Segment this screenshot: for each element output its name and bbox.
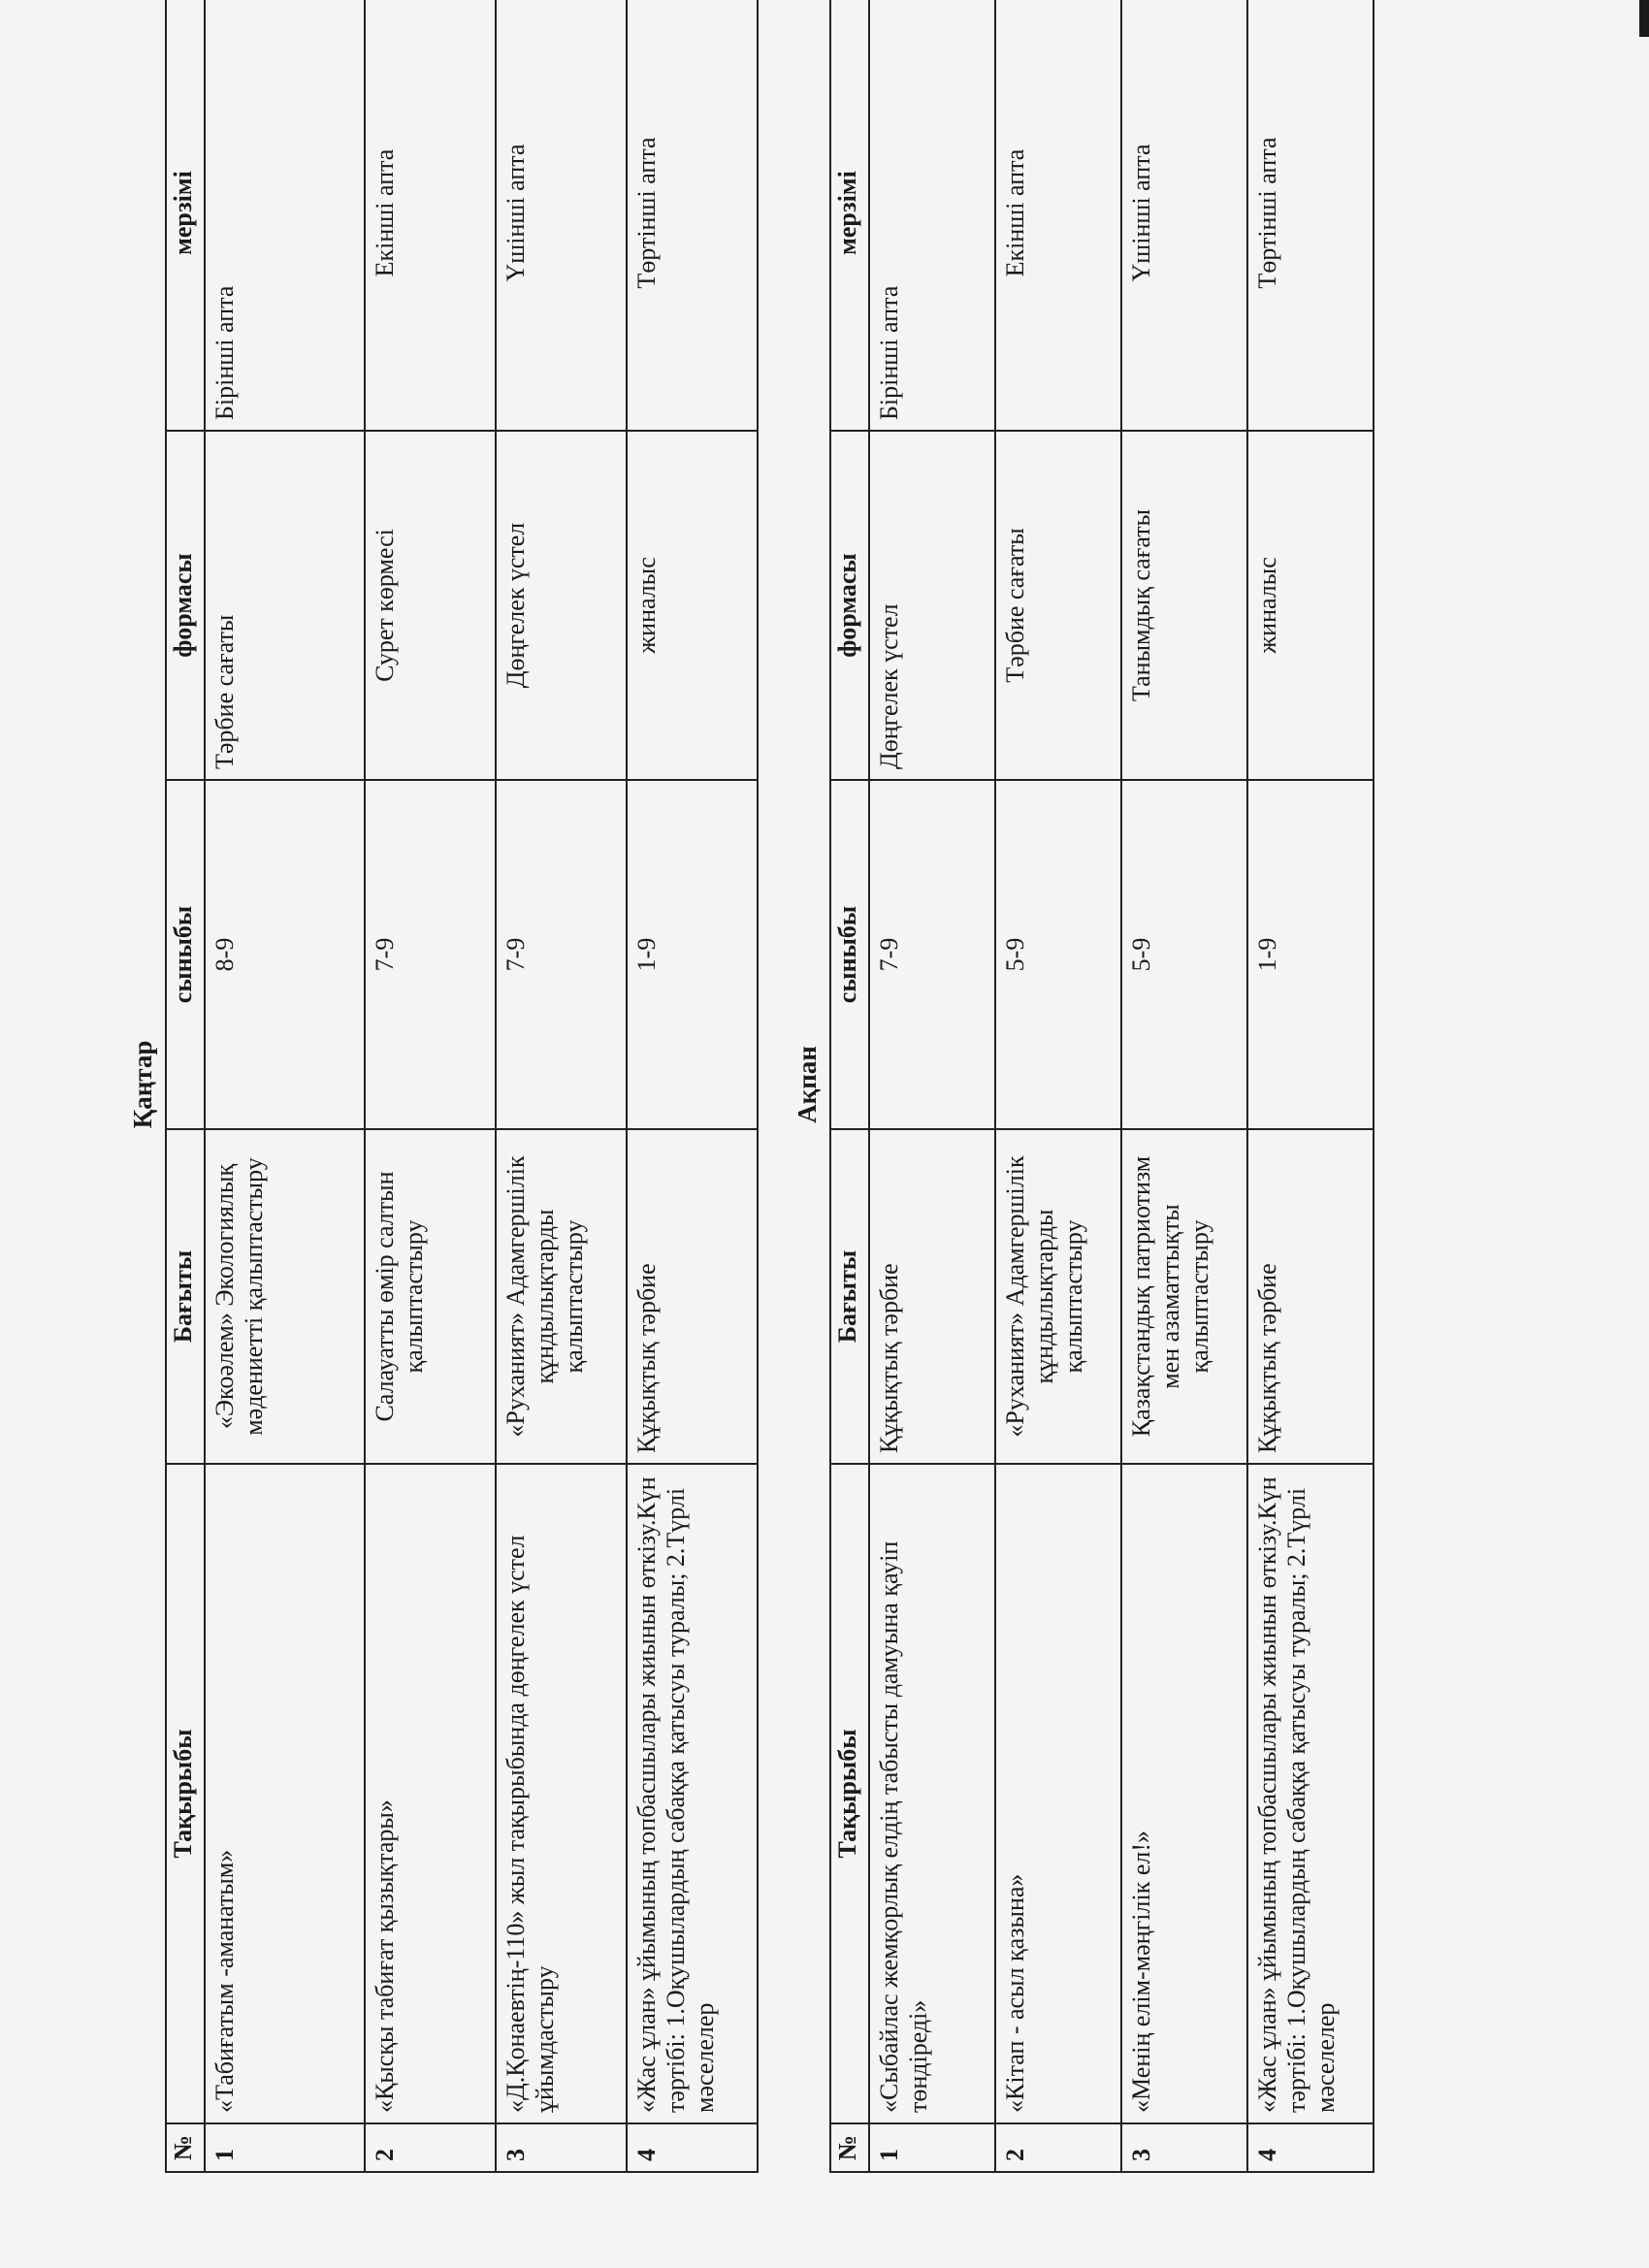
- month-title-february: Ақпан: [792, 1046, 822, 1123]
- header-num: №: [166, 2123, 205, 2172]
- header-direction: Бағыты: [166, 1129, 205, 1464]
- cell-direction: «Руханият» Адамгершілік құндылықтарды қалыптастыру: [496, 1129, 627, 1464]
- cell-num: 1: [205, 2123, 365, 2172]
- cell-term: Үшінші апта: [496, 0, 627, 431]
- cell-form: Дөңгелек үстел: [869, 431, 995, 780]
- table-row: [205, 0, 365, 2172]
- table-header-row: [166, 0, 205, 2172]
- cell-direction: Салауатты өмір салтын қалыптастыру: [365, 1129, 496, 1464]
- cell-form: Сурет көрмесі: [365, 431, 496, 780]
- cell-grade: 1-9: [1247, 780, 1374, 1129]
- cell-grade: 7-9: [869, 780, 995, 1129]
- cell-topic: «Табиғатым -аманатым»: [205, 1464, 365, 2123]
- table-row: [1121, 0, 1247, 2172]
- header-grade: сыныбы: [830, 780, 869, 1129]
- scan-edge-mark: [1639, 0, 1649, 37]
- cell-topic: «Менің елім-мәңгілік ел!»: [1121, 1464, 1247, 2123]
- cell-form: Дөңгелек үстел: [496, 431, 627, 780]
- cell-term: Төртінші апта: [627, 0, 758, 431]
- cell-grade: 7-9: [365, 780, 496, 1129]
- month-title-january: Қаңтар: [128, 1040, 157, 1129]
- cell-topic: «Сыбайлас жемқорлық елдің табысты дамуына қауіп төндіреді»: [869, 1464, 995, 2123]
- header-topic: Тақырыбы: [830, 1464, 869, 2123]
- header-topic: Тақырыбы: [166, 1464, 205, 2123]
- february-section: [791, 0, 1363, 2173]
- january-section: [126, 0, 719, 2173]
- cell-grade: 8-9: [205, 780, 365, 1129]
- cell-term: Екінші апта: [365, 0, 496, 431]
- cell-term: Үшінші апта: [1121, 0, 1247, 431]
- cell-num: 4: [627, 2123, 758, 2172]
- cell-num: 1: [869, 2123, 995, 2172]
- header-grade: сыныбы: [166, 780, 205, 1129]
- cell-direction: «Руханият» Адамгершілік құндылықтарды қалыптастыру: [995, 1129, 1121, 1464]
- february-plan-table: [829, 0, 1374, 2173]
- cell-direction: Құқықтық тәрбие: [869, 1129, 995, 1464]
- table-row: [995, 0, 1121, 2172]
- cell-topic: «Жас ұлан» ұйымының топбасшылары жиынын өткізу.Күн тәртібі: 1.Оқушылардың сабаққа қатысуы туралы; 2.Түрлі мәселелер: [1247, 1464, 1374, 2123]
- cell-grade: 5-9: [1121, 780, 1247, 1129]
- cell-num: 2: [995, 2123, 1121, 2172]
- cell-num: 3: [496, 2123, 627, 2172]
- table-row: [365, 0, 496, 2172]
- cell-num: 4: [1247, 2123, 1374, 2172]
- header-direction: Бағыты: [830, 1129, 869, 1464]
- header-term: мерзімі: [830, 0, 869, 431]
- header-num: №: [830, 2123, 869, 2172]
- cell-direction: «Экоәлем» Экологиялық мәдениетті қалыптастыру: [205, 1129, 365, 1464]
- cell-direction: Құқықтық тәрбие: [627, 1129, 758, 1464]
- header-term: мерзімі: [166, 0, 205, 431]
- january-plan-table: [165, 0, 759, 2173]
- cell-topic: «Кітап - асыл қазына»: [995, 1464, 1121, 2123]
- table-row: [627, 0, 758, 2172]
- cell-grade: 1-9: [627, 780, 758, 1129]
- header-form: формасы: [830, 431, 869, 780]
- cell-direction: Қазақстандық патриотизм мен азаматтықты қалыптастыру: [1121, 1129, 1247, 1464]
- cell-form: Тәрбие сағаты: [995, 431, 1121, 780]
- cell-term: Екінші апта: [995, 0, 1121, 431]
- header-form: формасы: [166, 431, 205, 780]
- cell-term: Бірінші апта: [205, 0, 365, 431]
- cell-form: Танымдық сағаты: [1121, 431, 1247, 780]
- cell-topic: «Жас ұлан» ұйымының топбасшылары жиынын өткізу.Күн тәртібі: 1.Оқушылардың сабаққа қатысуы туралы; 2.Түрлі мәселелер: [627, 1464, 758, 2123]
- table-row: [496, 0, 627, 2172]
- cell-grade: 5-9: [995, 780, 1121, 1129]
- cell-term: Төртінші апта: [1247, 0, 1374, 431]
- table-row: [869, 0, 995, 2172]
- cell-topic: «Д.Қонаевтің-110» жыл тақырыбында дөңгелек үстел ұйымдастыру: [496, 1464, 627, 2123]
- table-header-row: [830, 0, 869, 2172]
- cell-form: жиналыс: [1247, 431, 1374, 780]
- table-row: [1247, 0, 1374, 2172]
- cell-num: 3: [1121, 2123, 1247, 2172]
- cell-topic: «Қысқы табиғат қызықтары»: [365, 1464, 496, 2123]
- cell-num: 2: [365, 2123, 496, 2172]
- cell-direction: Құқықтық тәрбие: [1247, 1129, 1374, 1464]
- cell-form: Тәрбие сағаты: [205, 431, 365, 780]
- cell-grade: 7-9: [496, 780, 627, 1129]
- cell-term: Бірінші апта: [869, 0, 995, 431]
- cell-form: жиналыс: [627, 431, 758, 780]
